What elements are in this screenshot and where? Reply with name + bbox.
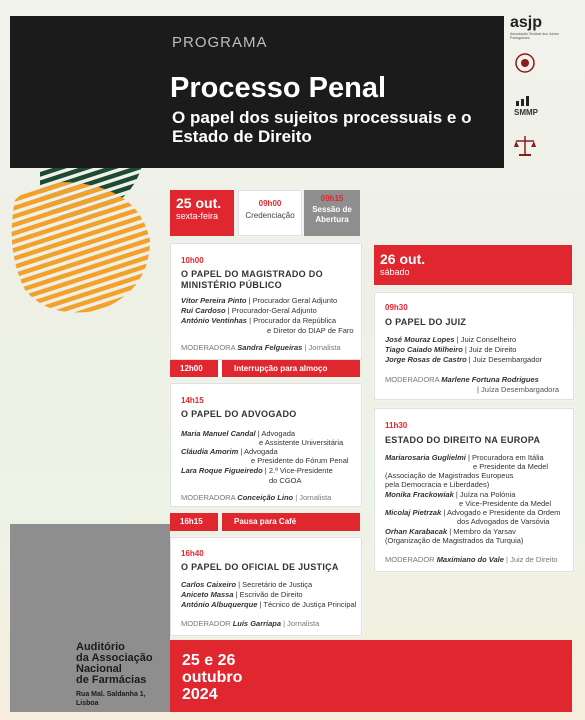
- logo-smmp: SMMP: [514, 108, 538, 117]
- venue-address: Rua Mal. Saldanha 1, Lisboa: [76, 691, 146, 707]
- session-juiz: 09h30 O PAPEL DO JUIZ José Mouraz Lopes | Juiz Conselheiro Tiago Caiado Milheiro | Juiz de Direito Jorge Rosas de Castro | Juiz Desembargador MODERADORA Marlene Fortuna Rodrigues | Juíza Desembargadora: [374, 292, 574, 400]
- seal-icon: [514, 52, 536, 74]
- speaker: Rui Cardoso | Procurador-Geral Adjunto: [181, 306, 317, 315]
- speaker: Jorge Rosas de Castro | Juiz Desembargador: [385, 355, 543, 364]
- page-title: Processo Penal: [170, 72, 386, 104]
- moderator: MODERADORA Conceição Lino | Jornalista: [181, 493, 332, 502]
- day2-date-box: 26 out. sábado: [374, 245, 572, 285]
- session-mp: 10h00 O PAPEL DO MAGISTRADO DO MINISTÉRIO PÚBLICO Vítor Pereira Pinto | Procurador Geral Adjunto Rui Cardoso | Procurador-Geral Adjunto António Ventinhas | Procurador da República e Diretor do DIAP de Faro MODERADORA Sandra Felgueiras | Jornalista: [170, 243, 362, 360]
- session-advogado: 14h15 O PAPEL DO ADVOGADO Maria Manuel Candal | Advogada e Assistente Universitária Cláudia Amorim | Advogada e Presidente do Fórum Penal Lara Roque Figueiredo | 2.ª Vice-Presidente do CGOA MODERADORA Conceição Lino | Jornalista: [170, 383, 362, 507]
- speaker: Maria Manuel Candal | Advogada: [181, 429, 296, 438]
- page-subtitle: O papel dos sujeitos processuais e o Estado de Direito: [172, 108, 472, 146]
- speaker: Mariarosaria Guglielmi | Procuradora em Itália: [385, 453, 544, 462]
- speaker: Tiago Caiado Milheiro | Juiz de Direito: [385, 345, 517, 354]
- speaker: Aniceto Massa | Escrivão de Direito: [181, 590, 303, 599]
- scales-icon: [514, 134, 536, 160]
- venue-name: Auditório da Associação Nacional de Farmácias: [76, 641, 153, 686]
- logo-asjp: asjp Associação Sindical dos Juízes Portugueses: [510, 14, 559, 40]
- speaker: Cláudia Amorim | Advogada: [181, 447, 278, 456]
- break-lunch: 12h00 Interrupção para almoço: [170, 360, 360, 377]
- speaker: António Albuquerque | Técnico de Justiça Principal: [181, 600, 357, 609]
- dates-box: 25 e 26 outubro 2024: [170, 640, 572, 712]
- speaker: António Ventinhas | Procurador da República: [181, 316, 337, 325]
- program-label: PROGRAMA: [172, 34, 268, 51]
- speaker: José Mouraz Lopes | Juiz Conselheiro: [385, 335, 517, 344]
- speaker: Carlos Caixeiro | Secretário de Justiça: [181, 580, 313, 589]
- speaker: Monika Frackowiak | Juíza na Polónia: [385, 490, 516, 499]
- moderator: MODERADORA Marlene Fortuna Rodrigues: [385, 375, 539, 384]
- moderator: MODERADOR Maximiano do Vale | Juiz de Direito: [385, 555, 558, 564]
- day1-date-box: 25 out. sexta-feira: [170, 190, 234, 236]
- speaker: Orhan Karabacak | Membro da Yarsav: [385, 527, 516, 536]
- moderator: MODERADORA Sandra Felgueiras | Jornalista: [181, 343, 341, 352]
- speaker: Lara Roque Figueiredo | 2.ª Vice-Presidente: [181, 466, 333, 475]
- moderator: MODERADOR Luís Garriapa | Jornalista: [181, 619, 320, 628]
- session-europa: 11h30 ESTADO DO DIREITO NA EUROPA Mariarosaria Guglielmi | Procuradora em Itália e Presidente da Medel (Associação de Magistrados Europeus pela Democracia e Liberdades) Monika Frackowiak | Juíza na Polónia e Vice-Presidente da Medel Micolaj Pietrzak | Advogado e Presidente da Ordem dos Advogados de Varsóvia Orhan Karabacak | Membro da Yarsav (Organização de Magistrados da Turquia) MODERADOR Maximiano do Vale | Juiz de Direito: [374, 408, 574, 572]
- slot-abertura: 09h15 Sessão de Abertura: [304, 190, 360, 236]
- speaker: Vítor Pereira Pinto | Procurador Geral Adjunto: [181, 296, 338, 305]
- session-oficial: 16h40 O PAPEL DO OFICIAL DE JUSTIÇA Carlos Caixeiro | Secretário de Justiça Aniceto Massa | Escrivão de Direito António Albuquerque | Técnico de Justiça Principal MODERADOR Luís Garriapa | Jornalista: [170, 537, 362, 636]
- bars-icon: [516, 96, 534, 106]
- slot-credenciacao: 09h00 Credenciação: [238, 190, 302, 236]
- speaker: Micolaj Pietrzak | Advogado e Presidente da Ordem: [385, 508, 561, 517]
- break-coffee: 16h15 Pausa para Café: [170, 513, 360, 531]
